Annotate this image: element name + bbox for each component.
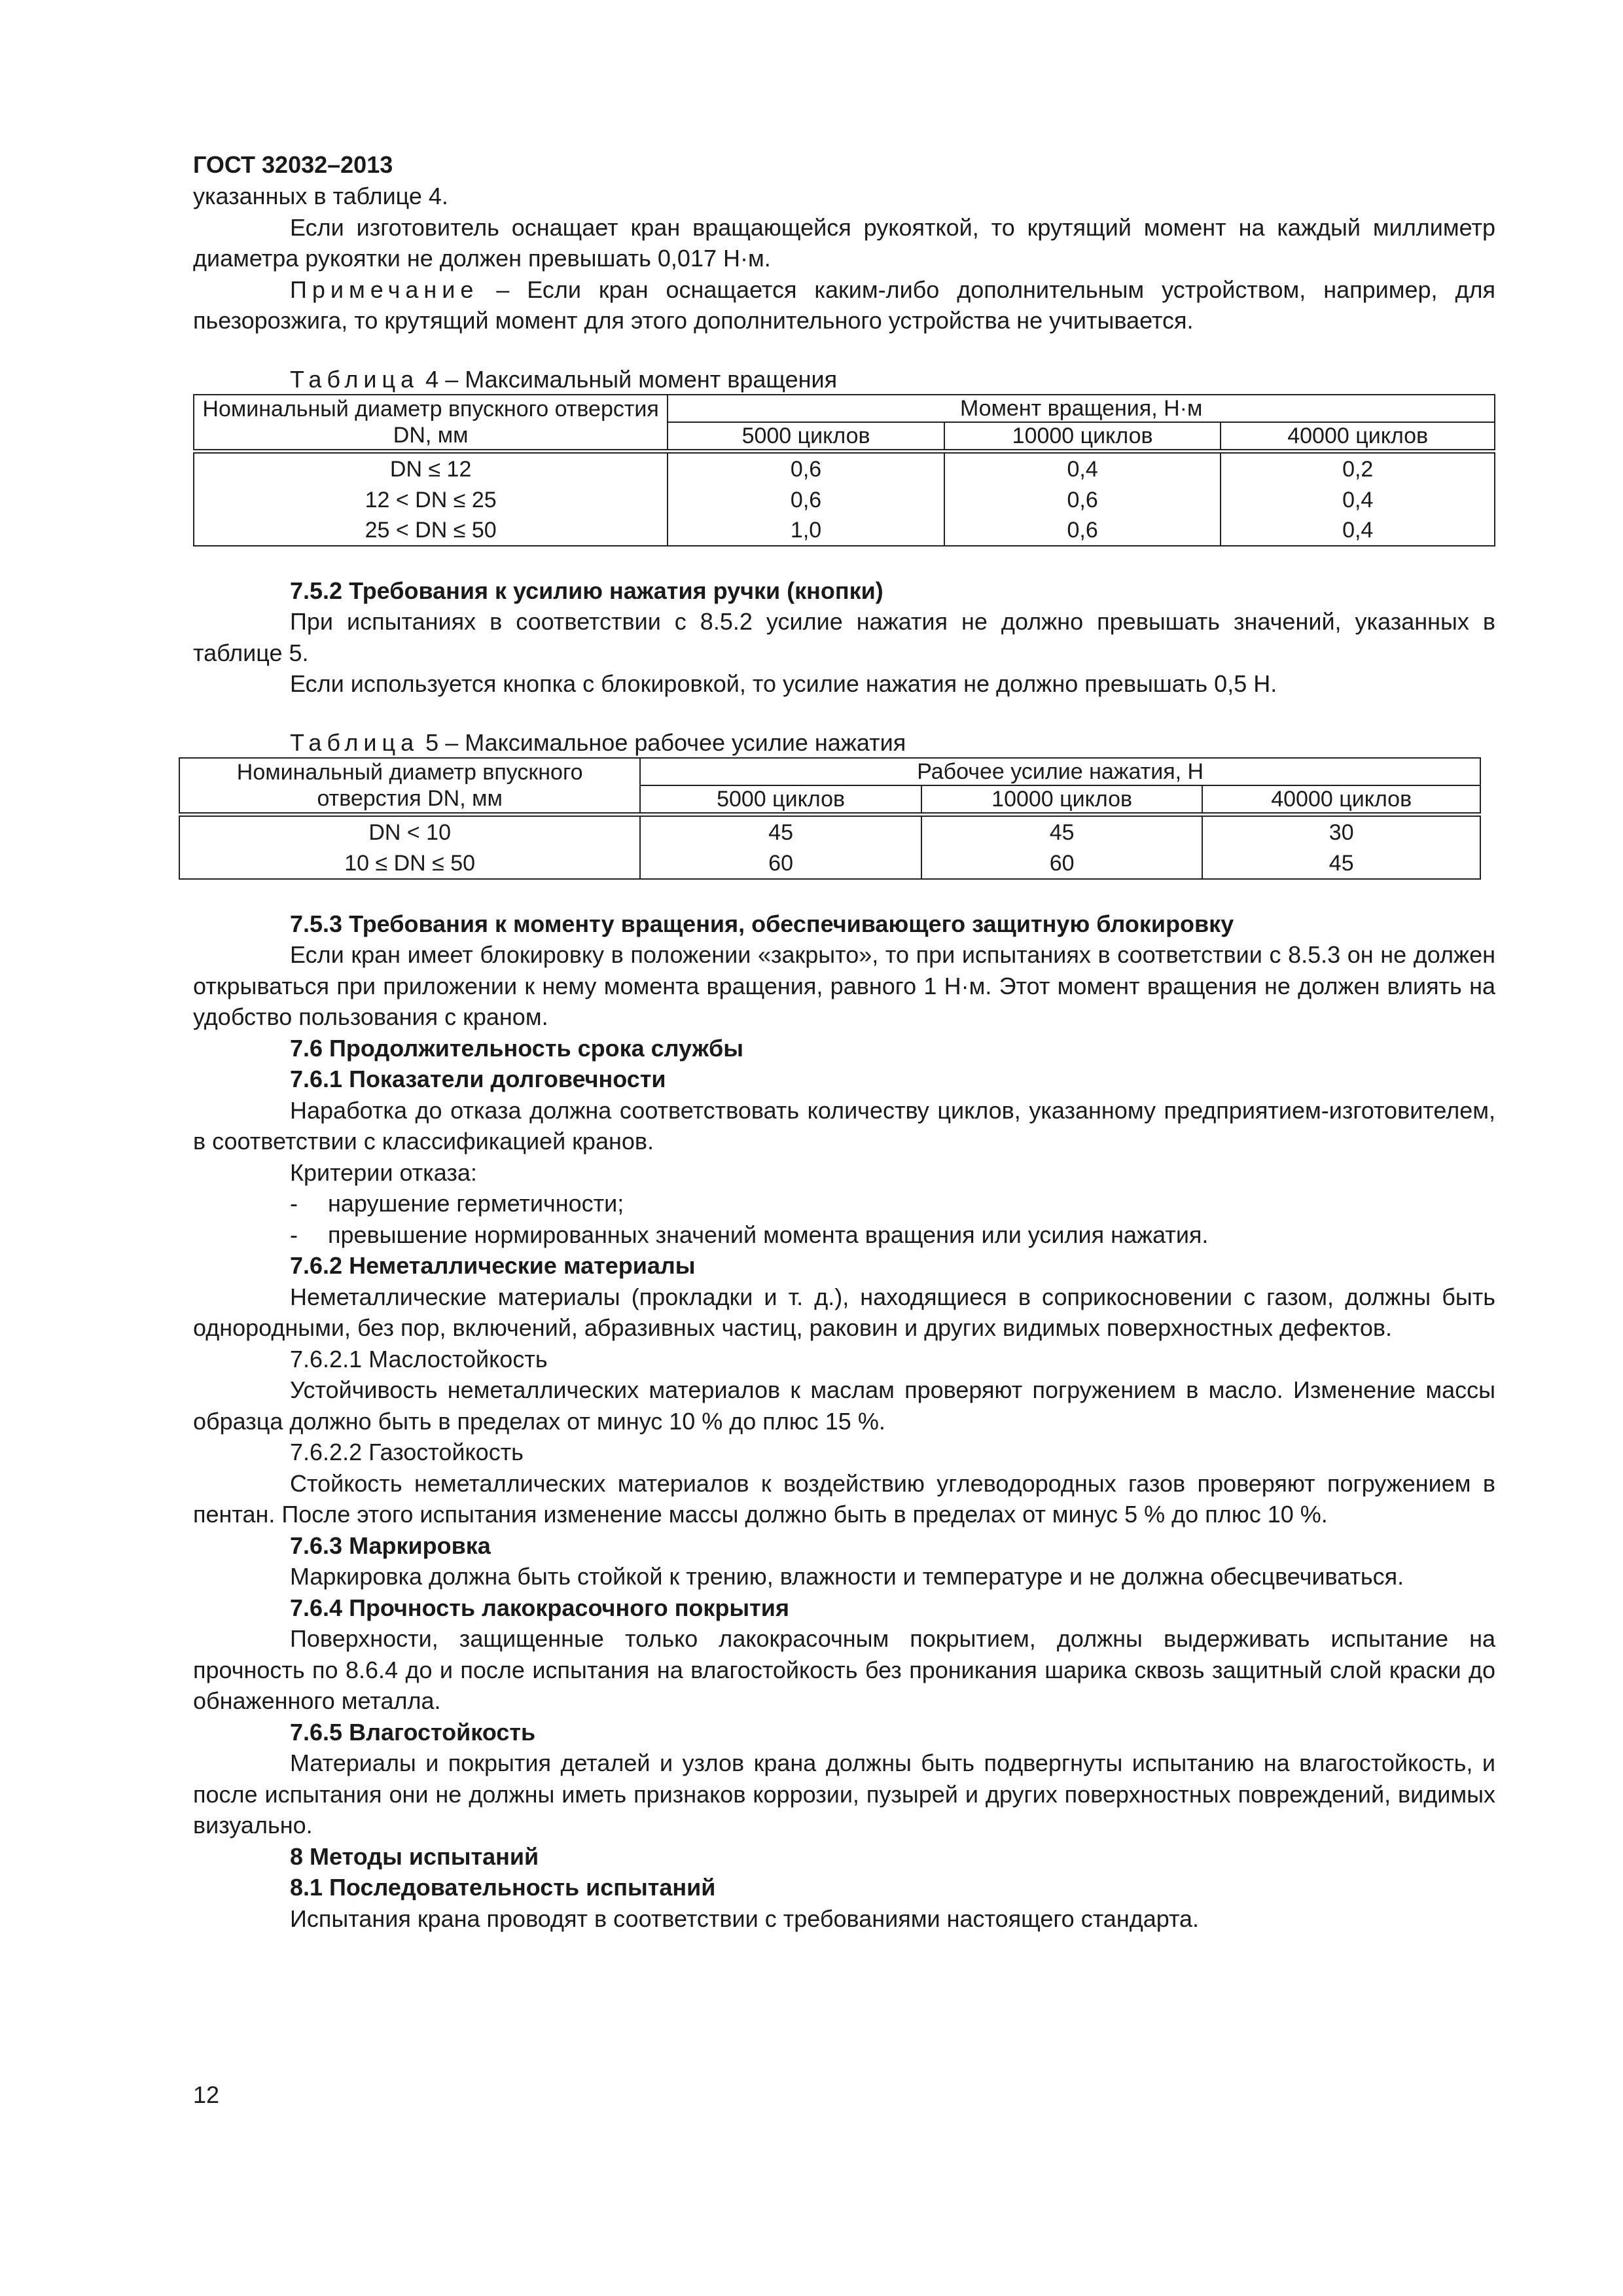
table5-col1-header: Номинальный диаметр впускного отверстия DN, мм	[179, 758, 640, 815]
table5-value-cell: 45	[1202, 848, 1480, 879]
table4-col-header: 5000 циклов	[668, 422, 944, 452]
section-7-6-3-paragraph: Маркировка должна быть стойкой к трению, влажности и температуре и не должна обесцвечиваться.	[290, 1563, 1404, 1590]
intro-paragraph-1: указанных в таблице 4.	[193, 183, 448, 209]
intro-paragraph-2: Если изготовитель оснащает кран вращающейся рукояткой, то крутящий момент на каждый миллиметр диаметра рукоятки не должен превышать 0,017 Н·м.	[193, 213, 1495, 272]
note-paragraph	[193, 274, 1495, 336]
section-8-1-paragraph: Испытания крана проводят в соответствии с требованиями настоящего стандарта.	[290, 1905, 1200, 1932]
section-7-6-2-1-title: 7.6.2.1 Маслостойкость	[290, 1345, 548, 1372]
section-7-6-1-paragraph-2: Критерии отказа:	[290, 1158, 477, 1186]
section-7-6-4-title: 7.6.4 Прочность лакокрасочного покрытия	[290, 1594, 789, 1621]
table4-value-cell: 0,6	[668, 451, 944, 485]
table4-dn-cell: 12 < DN ≤ 25	[194, 485, 668, 515]
document-page	[193, 149, 1495, 1934]
section-7-6-1-paragraph-1: Наработка до отказа должна соответствовать количеству циклов, указанному предприятием-изготовителем, в соответствии с классификацией кранов.	[193, 1096, 1495, 1155]
table4-dn-cell: DN ≤ 12	[194, 451, 668, 485]
table4-value-cell: 0,6	[944, 515, 1221, 546]
table5-value-cell: 45	[640, 814, 921, 848]
table5-value-cell: 60	[921, 848, 1203, 879]
section-7-6-2-paragraph: Неметаллические материалы (прокладки и т. д.), находящиеся в соприкосновении с газом, должны быть однородными, без пор, включений, абразивных частиц, раковин и других видимых поверхностных дефектов.	[193, 1283, 1495, 1341]
section-7-5-2-title: 7.5.2 Требования к усилию нажатия ручки (кнопки)	[290, 577, 883, 604]
section-7-5-2-paragraph-1: При испытаниях в соответствии с 8.5.2 усилие нажатия не должно превышать значений, указанных в таблице 5.	[193, 608, 1495, 666]
table4-col1-header: Номинальный диаметр впускного отверстия DN, мм	[194, 395, 668, 452]
table-row	[179, 848, 1480, 879]
table4-value-cell: 0,6	[944, 485, 1221, 515]
section-7-5-3-paragraph: Если кран имеет блокировку в положении «закрыто», то при испытаниях в соответствии с 8.5.3 он не должен открываться при приложении к нему момента вращения, равного 1 Н·м. Этот момент вращения не должен влиять на удобство пользования с краном.	[193, 941, 1495, 1030]
document-header: ГОСТ 32032–2013	[193, 151, 393, 178]
page-number: 12	[193, 2081, 220, 2108]
table5-caption-text: – Максимальное рабочее усилие нажатия	[438, 728, 906, 756]
section-7-6-4-paragraph: Поверхности, защищенные только лакокрасочным покрытием, должны выдерживать испытание на прочность по 8.6.4 до и после испытания на влагостойкость без проникания шарика сквозь защитный слой краски до обнаженного металла.	[193, 1625, 1495, 1714]
section-7-5-3-title: 7.5.3 Требования к моменту вращения, обеспечивающего защитную блокировку	[290, 910, 1234, 937]
table5-value-cell: 30	[1202, 814, 1480, 848]
table4-col-header: 10000 циклов	[944, 422, 1221, 452]
table5-group-header: Рабочее усилие нажатия, Н	[640, 758, 1480, 785]
list-item-text: превышение нормированных значений момента вращения или усилия нажатия.	[328, 1221, 1209, 1248]
table4-caption-word: Таблица	[290, 365, 419, 393]
table4-value-cell: 0,2	[1221, 451, 1495, 485]
table5-dn-cell: 10 ≤ DN ≤ 50	[179, 848, 640, 879]
table5-value-cell: 45	[921, 814, 1203, 848]
table5-col-header: 40000 циклов	[1202, 785, 1480, 815]
section-7-6-1-title: 7.6.1 Показатели долговечности	[290, 1066, 666, 1092]
table-row	[179, 814, 1480, 848]
table-row	[194, 485, 1495, 515]
table4-group-header: Момент вращения, Н·м	[668, 395, 1495, 422]
section-7-6-2-title: 7.6.2 Неметаллические материалы	[290, 1252, 696, 1279]
table4-caption-text: – Максимальный момент вращения	[438, 365, 838, 393]
section-7-6-2-1-paragraph: Устойчивость неметаллических материалов к маслам проверяют погружением в масло. Изменение массы образца должно быть в пределах от минус 10 % до плюс 15 %.	[193, 1376, 1495, 1435]
table4-caption-num: 4	[419, 365, 439, 393]
section-7-5-2-paragraph-2: Если используется кнопка с блокировкой, то усилие нажатия не должно превышать 0,5 Н.	[290, 670, 1277, 697]
list-item: - превышение нормированных значений момента вращения или усилия нажатия.	[193, 1219, 1495, 1251]
table5-caption-num: 5	[419, 728, 439, 756]
section-7-6-5-title: 7.6.5 Влагостойкость	[290, 1718, 536, 1746]
table4-value-cell: 1,0	[668, 515, 944, 546]
table-5	[179, 757, 1481, 880]
table4-col-header: 40000 циклов	[1221, 422, 1495, 452]
list-item: - нарушение герметичности;	[193, 1188, 1495, 1219]
table5-dn-cell: DN < 10	[179, 814, 640, 848]
section-8-title: 8 Методы испытаний	[290, 1842, 539, 1870]
note-label: Примечание	[290, 276, 479, 303]
table-4	[193, 394, 1495, 547]
table-row	[194, 451, 1495, 485]
table5-caption	[193, 728, 1495, 757]
table4-caption	[193, 365, 1495, 394]
note-text: – Если кран оснащается каким-либо дополнительным устройством, например, для пьезорозжига, то крутящий момент для этого дополнительного устройства не учитывается.	[193, 276, 1495, 334]
list-item-text: нарушение герметичности;	[328, 1190, 624, 1217]
section-7-6-2-2-title: 7.6.2.2 Газостойкость	[290, 1439, 524, 1465]
table5-value-cell: 60	[640, 848, 921, 879]
table5-col-header: 10000 циклов	[921, 785, 1203, 815]
table4-value-cell: 0,6	[668, 485, 944, 515]
table4-value-cell: 0,4	[944, 451, 1221, 485]
table-row	[194, 515, 1495, 546]
table5-caption-word: Таблица	[290, 728, 419, 756]
section-7-6-3-title: 7.6.3 Маркировка	[290, 1532, 491, 1559]
section-8-1-title: 8.1 Последовательность испытаний	[290, 1874, 716, 1901]
section-7-6-5-paragraph: Материалы и покрытия деталей и узлов крана должны быть подвергнуты испытанию на влагостойкость, и после испытания они не должны иметь признаков коррозии, пузырей и других поверхностных повреждений, видимых визуально.	[193, 1749, 1495, 1839]
section-7-6-2-2-paragraph: Стойкость неметаллических материалов к воздействию углеводородных газов проверяют погружением в пентан. После этого испытания изменение массы должно быть в пределах от минус 5 % до плюс 10 %.	[193, 1469, 1495, 1528]
section-7-6-title: 7.6 Продолжительность срока службы	[290, 1034, 744, 1062]
table4-value-cell: 0,4	[1221, 485, 1495, 515]
table4-value-cell: 0,4	[1221, 515, 1495, 546]
table4-dn-cell: 25 < DN ≤ 50	[194, 515, 668, 546]
table5-col-header: 5000 циклов	[640, 785, 921, 815]
